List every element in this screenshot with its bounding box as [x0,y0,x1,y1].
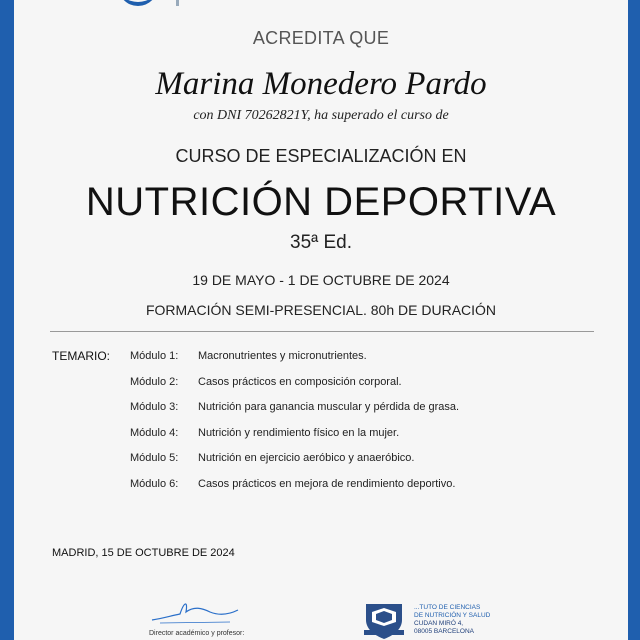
module-title: Casos prácticos en composición corporal. [198,376,402,388]
course-dates: 19 DE MAYO - 1 DE OCTUBRE DE 2024 [192,272,450,288]
place-and-date: MADRID, 15 DE OCTUBRE DE 2024 [52,547,235,559]
module-title: Nutrición y rendimiento físico en la mujer. [198,427,400,439]
accredits-heading: ACREDITA QUE [252,28,390,48]
institution-line: CUDAN MIRÓ 4, [414,620,464,627]
institution-line: DE NUTRICIÓN Y SALUD [414,612,491,619]
left-border [0,0,14,640]
divider [50,331,594,332]
course-title: NUTRICIÓN DEPORTIVA [85,180,557,224]
institution-seal-icon [362,600,406,640]
module-title: Nutrición para ganancia muscular y pérdida de grasa. [198,401,460,413]
institution-line: ...TUTO DE CIENCIAS [414,604,481,611]
institution-address [414,604,490,636]
signature-icon [150,596,240,626]
module-title: Casos prácticos en mejora de rendimiento deportivo. [198,478,456,490]
module-number: Módulo 5: [130,452,179,464]
module-number: Módulo 2: [130,376,179,388]
course-edition: 35ª Ed. [290,232,352,253]
module-title: Macronutrientes y micronutrientes. [198,350,367,362]
module-number: Módulo 6: [130,478,179,490]
logo-fragment-mark-icon [176,0,179,6]
recipient-name: Marina Monedero Pardo [155,66,487,102]
module-number: Módulo 1: [130,350,179,362]
module-number: Módulo 4: [130,427,179,439]
course-prefix: CURSO DE ESPECIALIZACIÓN EN [175,146,467,166]
module-number: Módulo 3: [130,401,179,413]
right-border [628,0,640,640]
module-title: Nutrición en ejercicio aeróbico y anaeróbico. [198,452,415,464]
course-format: FORMACIÓN SEMI-PRESENCIAL. 80h DE DURACIÓN [145,302,497,318]
institution-line: 08005 BARCELONA [414,628,474,635]
signature-caption: Director académico y profesor: [149,630,245,637]
recipient-id-line: con DNI 70262821Y, ha superado el curso de [193,108,449,123]
syllabus-label: TEMARIO: [52,349,111,363]
